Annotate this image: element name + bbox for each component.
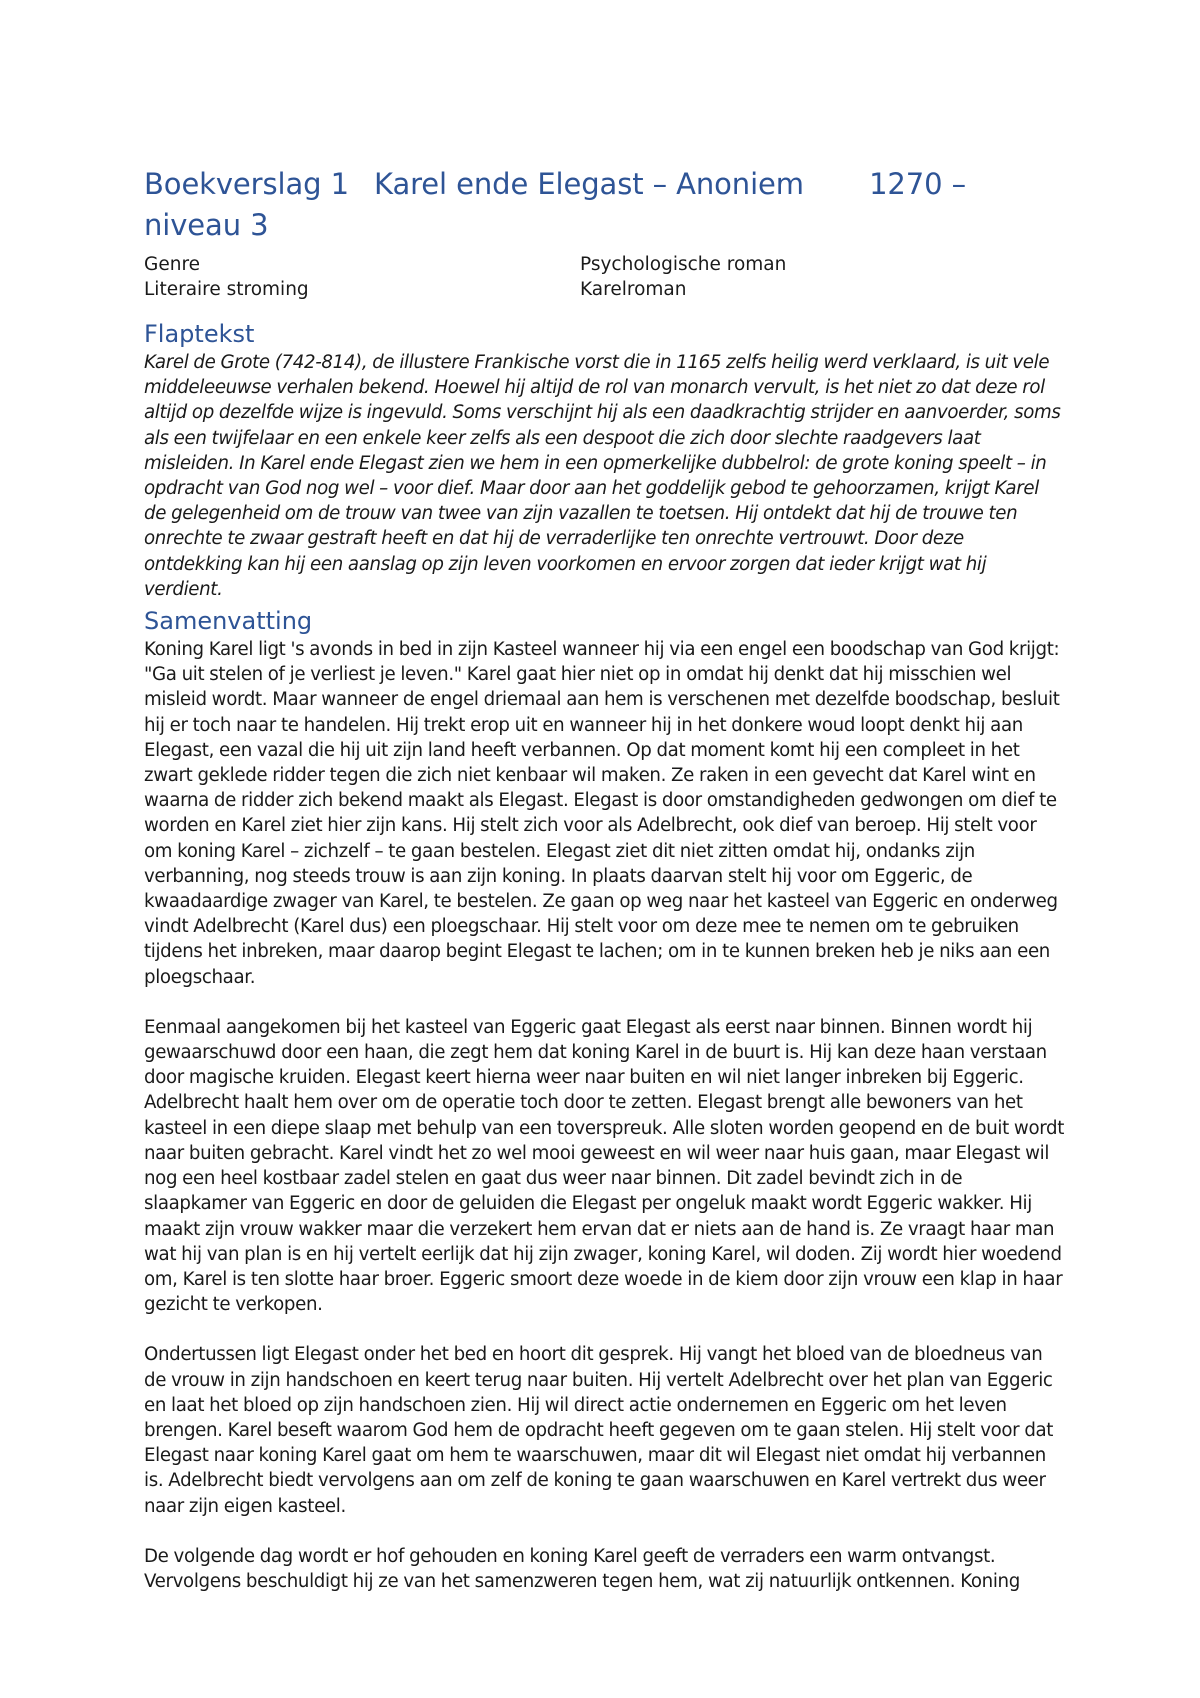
- title-part-4: niveau 3: [144, 208, 269, 242]
- samenvatting-heading: Samenvatting: [144, 607, 313, 636]
- title-part-2: Karel ende Elegast – Anoniem: [374, 167, 804, 201]
- samenvatting-paragraph: Eenmaal aangekomen bij het kasteel van Eggeric gaat Elegast als eerst naar binnen. Binnen wordt hij gewaarschuwd door een haan, die zegt hem dat koning Karel in de buurt is. Hij kan deze haan verstaan door magische kruiden. Elegast keert hierna weer naar buiten en wil niet langer inbreken bij Eggeric. Adelbrecht haalt hem over om de operatie toch door te zetten. Elegast brengt alle bewoners van het kasteel in een diepe slaap met behulp van een toverspreuk. Alle sloten worden geopend en de buit wordt naar buiten gebracht. Karel vindt het zo wel mooi geweest en wil weer naar huis gaan, maar Elegast wil nog een heel kostbaar zadel stelen en gaat dus weer naar binnen. Dit zadel bevindt zich in de slaapkamer van Eggeric en door de geluiden die Elegast per ongeluk maakt wordt Eggeric wakker. Hij maakt zijn vrouw wakker maar die verzekert hem ervan dat er niets aan de hand is. Ze vraagt haar man wat hij van plan is en hij vertelt eerlijk dat hij zijn zwager, koning Karel, wil doden. Zij wordt hier woedend om, Karel is ten slotte haar broer. Eggeric smoort deze woede in de kiem door zijn vrouw een klap in haar gezicht te verkopen.: [144, 1016, 1065, 1316]
- meta-value: Karelroman: [580, 279, 687, 300]
- meta-row-genre: [144, 252, 1064, 277]
- document-title: [144, 164, 1064, 246]
- meta-value: Psychologische roman: [580, 254, 787, 275]
- samenvatting-paragraph: Koning Karel ligt 's avonds in bed in zijn Kasteel wanneer hij via een engel een boodschap van God krijgt: "Ga uit stelen of je verliest je leven." Karel gaat hier niet op in omdat hij denkt dat hij misschien wel misleid wordt. Maar wanneer de engel driemaal aan hem is verschenen met dezelfde boodschap, besluit hij er toch naar te handelen. Hij trekt erop uit en wanneer hij in het donkere woud loopt denkt hij aan Elegast, een vazal die hij uit zijn land heeft verbannen. Op dat moment komt hij een compleet in het zwart geklede ridder tegen die zich niet kenbaar wil maken. Ze raken in een gevecht dat Karel wint en waarna de ridder zich bekend maakt als Elegast. Elegast is door omstandigheden gedwongen om dief te worden en Karel ziet hier zijn kans. Hij stelt zich voor als Adelbrecht, ook dief van beroep. Hij stelt voor om koning Karel – zichzelf – te gaan bestelen. Elegast ziet dit niet zitten omdat hij, ondanks zijn verbanning, nog steeds trouw is aan zijn koning. In plaats daarvan stelt hij voor om Eggeric, de kwaadaardige zwager van Karel, te bestelen. Ze gaan op weg naar het kasteel van Eggeric en onderweg vindt Adelbrecht (Karel dus) een ploegschaar. Hij stelt voor om deze mee te nemen om te gebruiken tijdens het inbreken, maar daarop begint Elegast te lachen; om in te kunnen breken heb je niks aan een ploegschaar.: [144, 639, 1060, 988]
- title-part-1: Boekverslag 1: [144, 167, 349, 201]
- meta-label: Literaire stroming: [144, 279, 309, 300]
- meta-row-stroming: [144, 277, 1064, 302]
- document-page: [144, 164, 1064, 1594]
- samenvatting-paragraph: De volgende dag wordt er hof gehouden en koning Karel geeft de verraders een warm ontvangst. Vervolgens beschuldigt hij ze van het samenzweren tegen hem, wat zij natuurlijk ontkennen. Koning: [144, 1545, 1020, 1592]
- meta-label: Genre: [144, 254, 201, 275]
- title-part-3: 1270 –: [869, 167, 966, 201]
- flaptekst-heading: Flaptekst: [144, 320, 255, 348]
- flaptekst-paragraph: Karel de Grote (742-814), de illustere Frankische vorst die in 1165 zelfs heilig werd verklaard, is uit vele middeleeuwse verhalen bekend. Hoewel hij altijd de rol van monarch vervult, is het niet zo dat deze rol altijd op dezelfde wijze is ingevuld. Soms verschijnt hij als een daadkrachtig strijder en aanvoerder, soms als een twijfelaar en een enkele keer zelfs als een despoot die zich door slechte raadgevers laat misleiden. In Karel ende Elegast zien we hem in een opmerkelijke dubbelrol: de grote koning speelt – in opdracht van God nog wel – voor dief. Maar door aan het goddelijk gebod te gehoorzamen, krijgt Karel de gelegenheid om de trouw van twee van zijn vazallen te toetsen. Hij ontdekt dat hij de trouwe ten onrechte te zwaar gestraft heeft en dat hij de verraderlijke ten onrechte vertrouwt. Door deze ontdekking kan hij een aanslag op zijn leven voorkomen en ervoor zorgen dat ieder krijgt wat hij verdient.: [144, 352, 1061, 600]
- samenvatting-paragraph: Ondertussen ligt Elegast onder het bed en hoort dit gesprek. Hij vangt het bloed van de bloedneus van de vrouw in zijn handschoen en keert terug naar buiten. Hij vertelt Adelbrecht over het plan van Eggeric en laat het bloed op zijn handschoen zien. Hij wil direct actie ondernemen en Eggeric om het leven brengen. Karel beseft waarom God hem de opdracht heeft gegeven om te gaan stelen. Hij stelt voor dat Elegast naar koning Karel gaat om hem te waarschuwen, maar dit wil Elegast niet omdat hij verbannen is. Adelbrecht biedt vervolgens aan om zelf de koning te gaan waarschuwen en Karel vertrekt dus weer naar zijn eigen kasteel.: [144, 1344, 1054, 1517]
